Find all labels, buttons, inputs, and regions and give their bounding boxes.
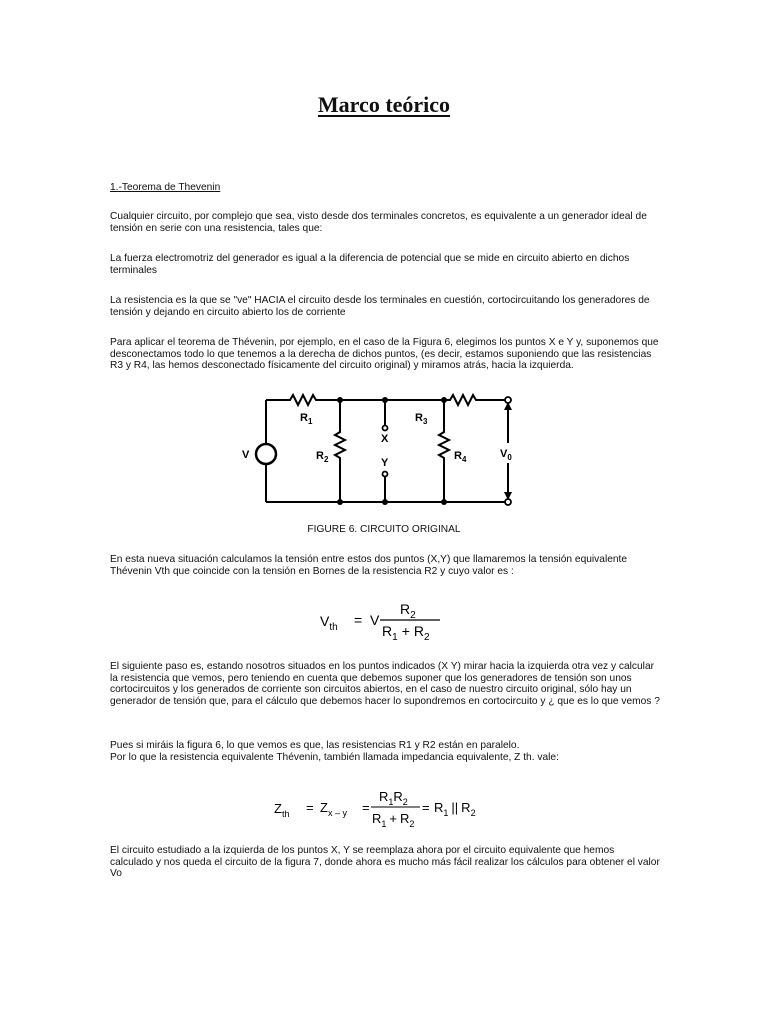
equation-zth <box>272 786 492 830</box>
equation-symbol: R <box>434 800 444 815</box>
equation-symbol: 2 <box>424 632 430 643</box>
page-title: Marco teórico <box>317 92 451 117</box>
paragraph-2: La fuerza electromotriz del generador es igual a la diferencia de potencial que se mide en circuito abierto en dichos terminales <box>110 253 630 276</box>
equation-symbol: th <box>329 622 338 633</box>
equation-symbol <box>382 623 430 643</box>
equation-symbol: R <box>400 811 410 826</box>
equation-symbol: 2 <box>409 819 415 829</box>
paragraph-7a: Pues si miráis la figura 6, lo que vemos es que, las resistencias R1 y R2 están en paralelo. <box>110 740 520 751</box>
terminal-y-label: Y <box>381 457 389 469</box>
voltage-source-icon <box>256 444 276 464</box>
r1-sub: 1 <box>307 417 313 426</box>
equation-symbol: R <box>413 623 424 639</box>
equation-symbol: 1 <box>392 632 398 643</box>
r3-sub: 3 <box>422 417 428 426</box>
equation-symbol: R <box>400 601 411 617</box>
source-label: V <box>242 449 250 461</box>
equation-symbol: = <box>354 612 363 628</box>
equation-symbol: + <box>401 623 410 639</box>
equation-symbol: R <box>461 800 471 815</box>
paragraph-1: Cualquier circuito, por complejo que sea, visto desde dos terminales concretos, es equivalente a un generador ideal de tensión en serie con una resistencia, tales que: <box>110 211 647 234</box>
equation-symbol <box>274 801 289 819</box>
equation-symbol <box>379 789 408 807</box>
paragraph-4: Para aplicar el teorema de Thévenin, por ejemplo, en el caso de la Figura 6, elegimos los puntos X e Y y, suponemos que desconectamos todo lo que tenemos a la derecha de dichos puntos, (es decir, estamos suponiendo que las resistencias R3 y R4, las hemos desconectado físicamente del circuito original) y miramos atrás, hacia la izquierda. <box>110 337 659 372</box>
equation-symbol: 2 <box>470 808 476 818</box>
r2-label: R <box>316 450 324 462</box>
equation-symbol: Z <box>320 800 328 815</box>
equation-symbol: th <box>281 809 290 819</box>
terminal-x-label: X <box>381 433 389 445</box>
r3-label: R <box>415 412 423 424</box>
equation-symbol: R <box>372 811 382 826</box>
equation-symbol: = <box>306 800 314 815</box>
equation-symbol <box>316 450 329 464</box>
equation-symbol <box>500 448 512 462</box>
paragraph-6: El siguiente paso es, estando nosotros situados en los puntos indicados (X Y) mirar hacia la izquierda otra vez y calcular la resistencia que vemos, pero teniendo en cuenta que debemos suponer que los generadores de tensión son unos cortocircuitos y los generados de corriente son circuitos abiertos, en el caso de nuestro circuito original, sólo hay un generador de tensión que, para el cálculo que debemos hacer lo supondremos en cortocircuito y ¿ que es lo que vemos ? <box>110 661 660 707</box>
equation-symbol: 1 <box>381 819 387 829</box>
equation-symbol <box>434 800 476 818</box>
paragraph-7b: Por lo que la resistencia equivalente Thévenin, también llamada impedancia equivalente, Z th. vale: <box>110 752 559 763</box>
r4-sub: 4 <box>461 455 467 464</box>
section-heading: 1.-Teorema de Thevenin <box>110 182 221 193</box>
paragraph-3: La resistencia es la que se "ve" HACIA el circuito desde los terminales en cuestión, cortocircuitando los generadores de tensión y dejando en circuito abierto los de corriente <box>110 295 650 318</box>
equation-symbol: 1 <box>388 797 394 807</box>
equation-symbol: V <box>320 613 330 629</box>
equation-symbol: R <box>393 789 403 804</box>
equation-symbol: R <box>382 623 393 639</box>
equation-symbol <box>415 412 428 426</box>
paragraph-5: En esta nueva situación calculamos la tensión entre estos dos puntos (X,Y) que llamaremos la tensión equivalente Thévenin Vth que coincide con la tensión en Bornes de la resistencia R2 y cuyo valor es : <box>110 554 628 577</box>
equation-symbol <box>372 811 414 829</box>
circuit-diagram <box>230 388 530 513</box>
vo-sub: 0 <box>507 453 512 462</box>
equation-symbol: 2 <box>402 797 408 807</box>
equation-symbol: = <box>362 800 370 815</box>
equation-symbol: R <box>379 789 389 804</box>
vo-label: V <box>500 448 508 460</box>
r4-label: R <box>454 450 462 462</box>
equation-symbol: || <box>451 800 459 815</box>
equation-symbol: + <box>389 811 397 826</box>
equation-symbol: 1 <box>443 808 449 818</box>
equation-vth <box>318 598 448 644</box>
equation-symbol <box>320 613 338 633</box>
equation-symbol <box>300 412 313 426</box>
equation-symbol: Z <box>274 801 282 816</box>
equation-symbol <box>454 450 467 464</box>
r2-sub: 2 <box>323 455 329 464</box>
equation-symbol: 2 <box>410 610 416 621</box>
equation-symbol <box>320 800 347 818</box>
equation-symbol: V <box>370 612 380 628</box>
equation-symbol: = <box>422 800 430 815</box>
paragraph-8: El circuito estudiado a la izquierda de los puntos X, Y se reemplaza ahora por el circuito equivalente que hemos calculado y nos queda el circuito de la figura 7, donde ahora es mucho más fácil realizar los cálculos para obtener el valor Vo <box>110 845 660 880</box>
equation-symbol: x – y <box>327 808 347 818</box>
r1-label: R <box>300 412 308 424</box>
equation-symbol <box>400 601 416 621</box>
figure-caption: FIGURE 6. CIRCUITO ORIGINAL <box>307 524 461 535</box>
